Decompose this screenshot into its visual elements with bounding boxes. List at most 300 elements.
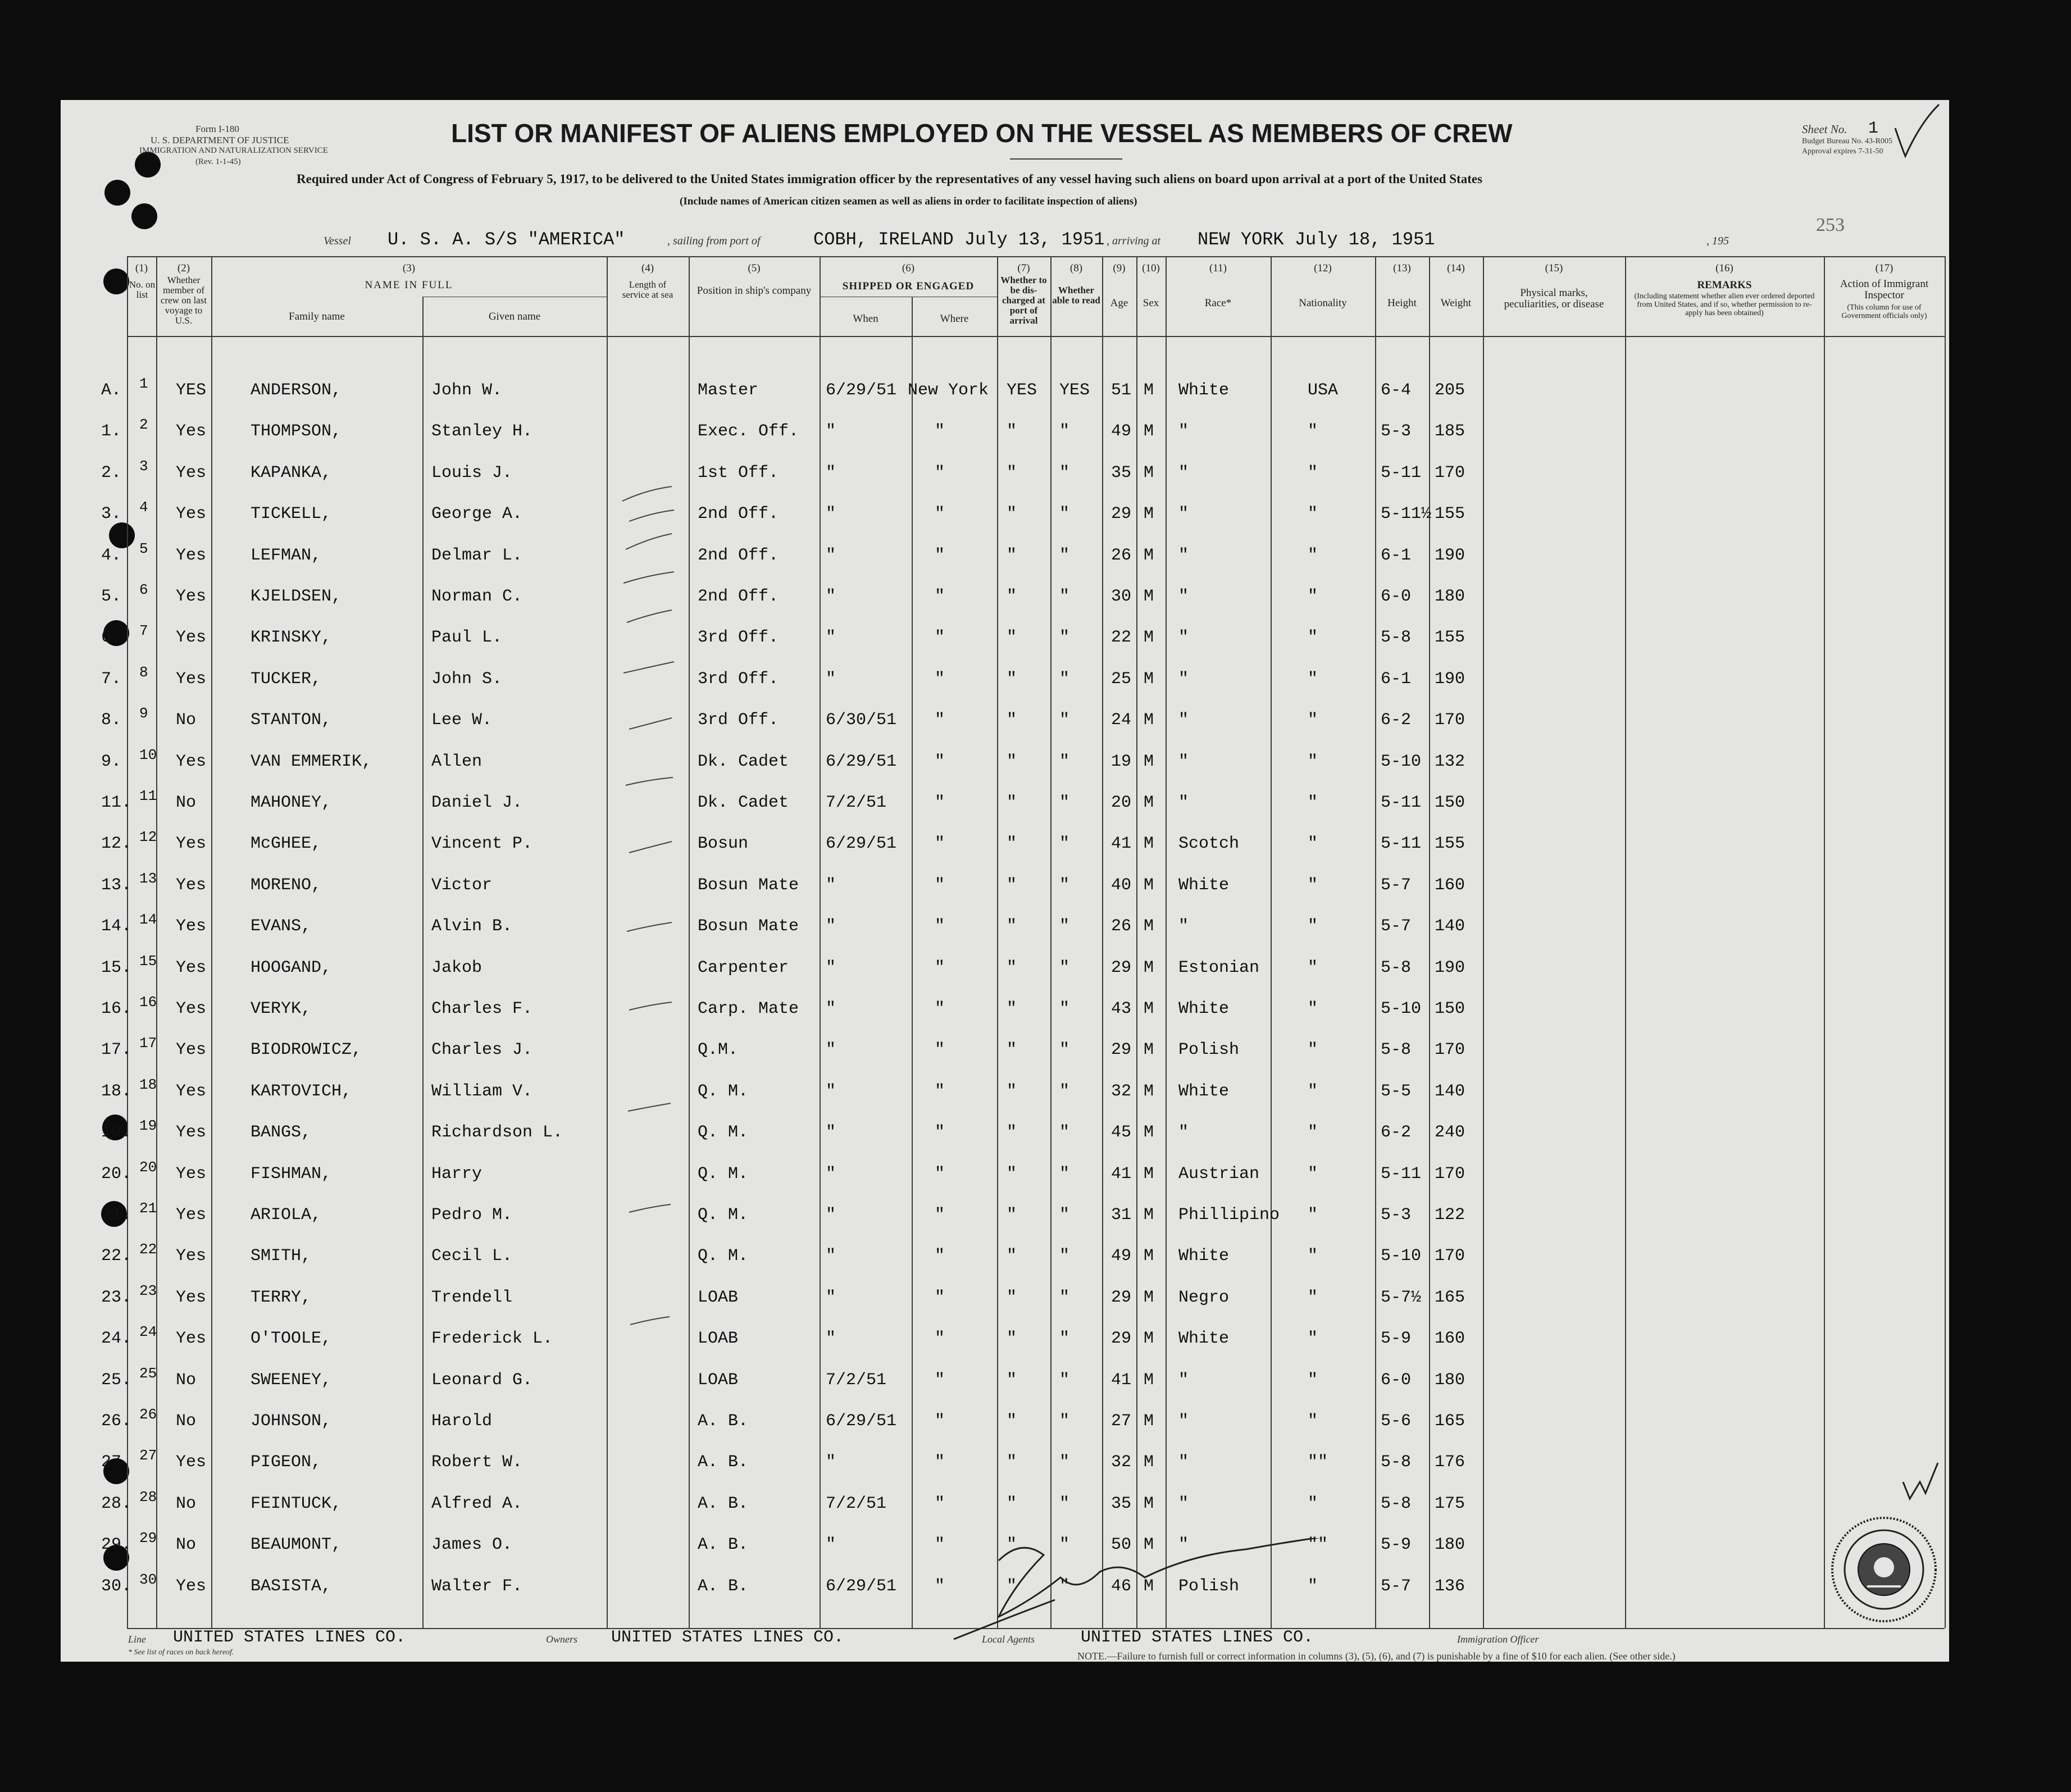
row-weight: 160 [1435,875,1465,895]
row-height: 5-7 [1381,917,1412,936]
row-list-number: 18 [139,1076,157,1093]
row-race: " [1178,1412,1189,1431]
row-weight: 170 [1435,463,1465,483]
row-previous-voyage: Yes [176,504,207,524]
row-list-number: 1 [139,375,148,392]
row-age: 46 [1111,1576,1132,1596]
row-discharged: " [1007,504,1017,524]
row-family-name: SMITH, [251,1247,312,1266]
row-family-name: TERRY, [251,1288,312,1307]
col5-number: (5) [748,262,761,274]
row-margin-number: 14. [101,917,132,936]
row-position: 3rd Off. [698,711,779,730]
col12-number: (12) [1314,262,1332,274]
col4-number: (4) [641,262,654,274]
row-race: " [1178,628,1189,648]
row-discharged: " [1007,1453,1017,1472]
col13-number: (13) [1393,262,1411,274]
row-position: Q. M. [698,1123,749,1143]
row-age: 41 [1111,834,1132,854]
row-height: 6-0 [1381,1370,1412,1390]
row-given-name: Stanley H. [431,422,533,442]
row-sex: M [1144,834,1154,854]
col3-header: NAME IN FULL [365,279,453,291]
row-age: 51 [1111,381,1132,400]
col3-given-header: Given name [488,311,541,322]
row-margin-number: 28. [101,1494,132,1513]
row-height: 6-0 [1381,587,1412,606]
subtitle: Required under Act of Congress of February 5, 1917, to be delivered to the United States immigration officer by the representatives of any vessel having such aliens on board upon arrival at a port of the United States [297,172,1483,186]
row-previous-voyage: Yes [176,1206,207,1225]
row-weight: 155 [1435,834,1465,854]
row-nationality: " [1308,1081,1318,1101]
row-position: 1st Off. [698,463,779,483]
row-discharged: " [1007,1412,1017,1431]
row-shipped-when: " [826,999,836,1018]
row-discharged: " [1007,834,1017,854]
budget-bureau: Budget Bureau No. 43-R005 [1802,137,1892,145]
row-able-to-read: " [1059,1576,1070,1596]
row-margin-number: 1. [101,422,122,442]
table-row [61,870,1949,917]
col17-number: (17) [1875,262,1894,274]
row-height: 5-8 [1381,628,1412,648]
row-height: 5-7 [1381,1576,1412,1596]
row-shipped-when: " [826,958,836,977]
row-list-number: 17 [139,1035,157,1052]
row-previous-voyage: Yes [176,422,207,442]
row-race: " [1178,752,1189,771]
row-position: Q. M. [698,1164,749,1184]
table-row [61,416,1949,463]
row-age: 26 [1111,545,1132,565]
row-sex: M [1144,587,1154,606]
row-race: Polish [1178,1576,1240,1596]
row-given-name: Lee W. [431,711,493,730]
row-margin-number: 16. [101,999,132,1018]
row-height: 5-7½ [1381,1288,1422,1307]
row-margin-number: 3. [101,504,122,524]
row-given-name: Pedro M. [431,1206,513,1225]
row-able-to-read: " [1059,1247,1070,1266]
row-position: Exec. Off. [698,422,799,442]
row-previous-voyage: Yes [176,1329,207,1349]
row-shipped-when: " [826,1247,836,1266]
row-sex: M [1144,917,1154,936]
row-shipped-where: " [935,999,945,1018]
row-sex: M [1144,545,1154,565]
row-shipped-when: " [826,875,836,895]
row-discharged: " [1007,1206,1017,1225]
row-position: A. B. [698,1576,749,1596]
row-able-to-read: " [1059,1329,1070,1349]
row-height: 5-9 [1381,1535,1412,1555]
table-row [61,1488,1949,1535]
col14-number: (14) [1447,262,1465,274]
row-shipped-where: " [935,587,945,606]
row-given-name: Alvin B. [431,917,513,936]
row-list-number: 6 [139,581,148,598]
col15-number: (15) [1545,262,1563,274]
col8-header: Whether able to read [1052,285,1100,306]
row-shipped-where: " [935,752,945,771]
row-discharged: " [1007,587,1017,606]
table-row [61,663,1949,711]
row-able-to-read: " [1059,504,1070,524]
row-race: " [1178,669,1189,689]
row-weight: 180 [1435,587,1465,606]
row-able-to-read: " [1059,628,1070,648]
row-age: 29 [1111,1329,1132,1349]
col3-family-header: Family name [289,311,345,322]
row-shipped-when: 6/29/51 [826,1576,897,1596]
service-column-marks [607,336,689,1628]
row-shipped-where: " [935,834,945,854]
col6-number: (6) [902,262,915,274]
row-margin-number: 12. [101,834,132,854]
row-sex: M [1144,1040,1154,1060]
row-shipped-where: " [935,1247,945,1266]
row-list-number: 24 [139,1323,157,1341]
row-age: 32 [1111,1081,1132,1101]
row-age: 43 [1111,999,1132,1018]
row-height: 5-10 [1381,999,1422,1018]
row-margin-number: A. [101,381,122,400]
col2-number: (2) [177,262,190,274]
row-discharged: " [1007,917,1017,936]
row-given-name: John S. [431,669,503,689]
col6-header: SHIPPED OR ENGAGED [842,280,975,292]
row-race: " [1178,1535,1189,1555]
row-nationality: " [1308,1370,1318,1390]
row-able-to-read: " [1059,669,1070,689]
row-able-to-read: " [1059,875,1070,895]
col7-number: (7) [1017,262,1030,274]
row-able-to-read: " [1059,834,1070,854]
row-shipped-when: " [826,669,836,689]
row-shipped-when: 6/29/51 [826,1412,897,1431]
official-seal-icon [1828,1513,1940,1626]
row-shipped-when: " [826,463,836,483]
table-row [61,581,1949,628]
col13-header: Height [1387,297,1417,309]
row-weight: 170 [1435,1247,1465,1266]
row-nationality: " [1308,1247,1318,1266]
row-sex: M [1144,381,1154,400]
table-row [61,622,1949,669]
row-weight: 132 [1435,752,1465,771]
title-underline [1010,158,1122,160]
row-given-name: Richardson L. [431,1123,563,1143]
row-age: 41 [1111,1370,1132,1390]
row-shipped-where: " [935,1081,945,1101]
row-margin-number: 29. [101,1535,132,1555]
row-family-name: ANDERSON, [251,381,342,400]
row-height: 6-2 [1381,1123,1412,1143]
col6-when-header: When [853,313,879,325]
row-height: 5-11 [1381,463,1422,483]
row-previous-voyage: Yes [176,752,207,771]
row-margin-number: 19. [101,1123,132,1143]
row-height: 6-4 [1381,381,1412,400]
row-previous-voyage: Yes [176,1123,207,1143]
row-nationality: " [1308,463,1318,483]
row-discharged: " [1007,463,1017,483]
table-row [61,1323,1949,1370]
row-age: 26 [1111,917,1132,936]
row-race: " [1178,587,1189,606]
row-sex: M [1144,463,1154,483]
row-race: " [1178,1494,1189,1513]
col1-header: No. on list [129,279,156,300]
row-list-number: 28 [139,1488,157,1506]
col17-note: (This column for use of Government officials only) [1841,303,1927,320]
row-weight: 150 [1435,999,1465,1018]
col15-header: Physical marks, peculiarities, or disease [1504,287,1604,310]
row-shipped-when: " [826,1206,836,1225]
row-previous-voyage: Yes [176,628,207,648]
row-position: Q. M. [698,1081,749,1101]
table-row [61,1117,1949,1164]
row-height: 5-10 [1381,1247,1422,1266]
table-row [61,1200,1949,1247]
row-list-number: 7 [139,622,148,640]
row-shipped-when: " [826,504,836,524]
table-row [61,1241,1949,1288]
row-shipped-when: " [826,587,836,606]
row-age: 29 [1111,958,1132,977]
row-shipped-where: " [935,669,945,689]
row-shipped-when: " [826,1329,836,1349]
table-row [61,705,1949,752]
department-name: U. S. DEPARTMENT OF JUSTICE [151,135,289,145]
row-nationality: " [1308,917,1318,936]
col11-header: Race* [1204,297,1232,309]
row-given-name: Louis J. [431,463,513,483]
row-family-name: PIGEON, [251,1453,322,1472]
row-sex: M [1144,711,1154,730]
form-number: Form I-180 [195,124,239,134]
row-margin-number: 4. [101,545,122,565]
row-position: A. B. [698,1535,749,1555]
row-discharged: " [1007,628,1017,648]
row-age: 27 [1111,1412,1132,1431]
row-given-name: William V. [431,1081,533,1101]
row-weight: 170 [1435,711,1465,730]
row-family-name: KJELDSEN, [251,587,342,606]
row-shipped-where: " [935,545,945,565]
row-discharged: " [1007,1576,1017,1596]
row-previous-voyage: Yes [176,834,207,854]
row-able-to-read: " [1059,958,1070,977]
row-margin-number: 24. [101,1329,132,1349]
row-margin-number: 5. [101,587,122,606]
row-given-name: Walter F. [431,1576,523,1596]
row-shipped-when: " [826,628,836,648]
row-list-number: 13 [139,870,157,887]
table-row [61,1406,1949,1453]
owners-company: UNITED STATES LINES CO. [611,1628,844,1647]
row-shipped-where: " [935,1164,945,1184]
sheet-number: 1 [1868,119,1879,138]
row-previous-voyage: Yes [176,1040,207,1060]
row-discharged: " [1007,422,1017,442]
row-discharged: " [1007,875,1017,895]
header-bottom-border [127,336,1945,337]
row-nationality: " [1308,834,1318,854]
row-sex: M [1144,669,1154,689]
row-nationality: " [1308,1288,1318,1307]
row-weight: 170 [1435,1040,1465,1060]
row-shipped-where: " [935,875,945,895]
row-list-number: 20 [139,1158,157,1176]
table-row [61,746,1949,793]
row-able-to-read: " [1059,587,1070,606]
row-margin-number: 9. [101,752,122,771]
punch-hole [103,269,129,294]
row-able-to-read: " [1059,793,1070,812]
row-race: " [1178,1123,1189,1143]
row-sex: M [1144,1576,1154,1596]
row-race: Phillipino [1178,1206,1280,1225]
row-able-to-read: " [1059,752,1070,771]
row-given-name: Harold [431,1412,493,1431]
row-shipped-where: " [935,793,945,812]
row-nationality: "" [1308,1453,1328,1472]
row-family-name: KAPANKA, [251,463,332,483]
table-row [61,499,1949,545]
port-of-departure: COBH, IRELAND July 13, 1951 [813,229,1105,250]
col9-number: (9) [1113,262,1126,274]
table-top-border [127,256,1945,257]
row-height: 5-8 [1381,1494,1412,1513]
row-age: 41 [1111,1164,1132,1184]
row-age: 49 [1111,1247,1132,1266]
row-weight: 170 [1435,1164,1465,1184]
row-able-to-read: " [1059,1412,1070,1431]
row-able-to-read: " [1059,1453,1070,1472]
row-margin-number: 11. [101,793,132,812]
row-given-name: Cecil L. [431,1247,513,1266]
row-previous-voyage: Yes [176,1576,207,1596]
row-shipped-where: " [935,422,945,442]
row-shipped-when: 6/29/51 [826,834,897,854]
row-weight: 140 [1435,917,1465,936]
row-race: White [1178,381,1230,400]
row-weight: 176 [1435,1453,1465,1472]
row-nationality: " [1308,1040,1318,1060]
row-race: Scotch [1178,834,1240,854]
row-previous-voyage: Yes [176,917,207,936]
row-nationality: " [1308,628,1318,648]
row-nationality: " [1308,1576,1318,1596]
stamp-number: 253 [1816,215,1845,235]
row-race: White [1178,1329,1230,1349]
row-age: 35 [1111,463,1132,483]
row-height: 5-11½ [1381,504,1432,524]
row-age: 29 [1111,1040,1132,1060]
row-previous-voyage: No [176,1535,197,1555]
row-family-name: STANTON, [251,711,332,730]
row-discharged: YES [1007,381,1037,400]
row-sex: M [1144,1453,1154,1472]
row-able-to-read: " [1059,1206,1070,1225]
row-previous-voyage: Yes [176,999,207,1018]
row-position: Carp. Mate [698,999,799,1018]
row-shipped-when: 7/2/51 [826,793,887,812]
table-row [61,952,1949,999]
row-margin-number: 23. [101,1288,132,1307]
row-family-name: BANGS, [251,1123,312,1143]
row-position: 2nd Off. [698,504,779,524]
row-discharged: " [1007,669,1017,689]
row-height: 5-8 [1381,1453,1412,1472]
line-label: Line [128,1634,147,1645]
sailing-label: , sailing from port of [667,235,761,247]
row-family-name: BEAUMONT, [251,1535,342,1555]
row-nationality: " [1308,1329,1318,1349]
row-weight: 190 [1435,958,1465,977]
row-list-number: 22 [139,1241,157,1258]
row-height: 5-3 [1381,422,1412,442]
table-row [61,1282,1949,1329]
row-able-to-read: " [1059,1535,1070,1555]
row-family-name: MORENO, [251,875,322,895]
row-age: 45 [1111,1123,1132,1143]
owners-label: Owners [546,1634,578,1645]
row-shipped-where: " [935,1370,945,1390]
row-sex: M [1144,1370,1154,1390]
agents-company: UNITED STATES LINES CO. [1081,1628,1314,1647]
row-weight: 155 [1435,628,1465,648]
row-race: " [1178,1370,1189,1390]
row-given-name: George A. [431,504,523,524]
row-previous-voyage: Yes [176,1081,207,1101]
row-nationality: " [1308,875,1318,895]
row-family-name: O'TOOLE, [251,1329,332,1349]
row-shipped-where: " [935,1535,945,1555]
arriving-label: , arriving at [1107,235,1161,247]
row-family-name: KARTOVICH, [251,1081,352,1101]
row-sex: M [1144,1412,1154,1431]
row-height: 6-1 [1381,669,1412,689]
row-race: White [1178,1247,1230,1266]
row-list-number: 23 [139,1282,157,1299]
row-height: 5-11 [1381,793,1422,812]
row-discharged: " [1007,1040,1017,1060]
row-shipped-where: " [935,628,945,648]
col1-number: (1) [135,262,148,274]
row-height: 5-7 [1381,875,1412,895]
col7-header: Whether to be dis-charged at port of arrival [1000,275,1047,326]
row-given-name: Trendell [431,1288,513,1307]
row-previous-voyage: No [176,711,197,730]
line-company: UNITED STATES LINES CO. [173,1628,406,1647]
row-sex: M [1144,793,1154,812]
row-margin-number: 7. [101,669,122,689]
row-shipped-where: " [935,1453,945,1472]
row-family-name: TICKELL, [251,504,332,524]
row-family-name: JOHNSON, [251,1412,332,1431]
approval-expiry: Approval expires 7-31-50 [1802,147,1883,156]
row-previous-voyage: No [176,1412,197,1431]
row-sex: M [1144,1247,1154,1266]
row-position: A. B. [698,1494,749,1513]
row-family-name: ARIOLA, [251,1206,322,1225]
row-age: 29 [1111,1288,1132,1307]
row-family-name: FISHMAN, [251,1164,332,1184]
row-race: Negro [1178,1288,1230,1307]
